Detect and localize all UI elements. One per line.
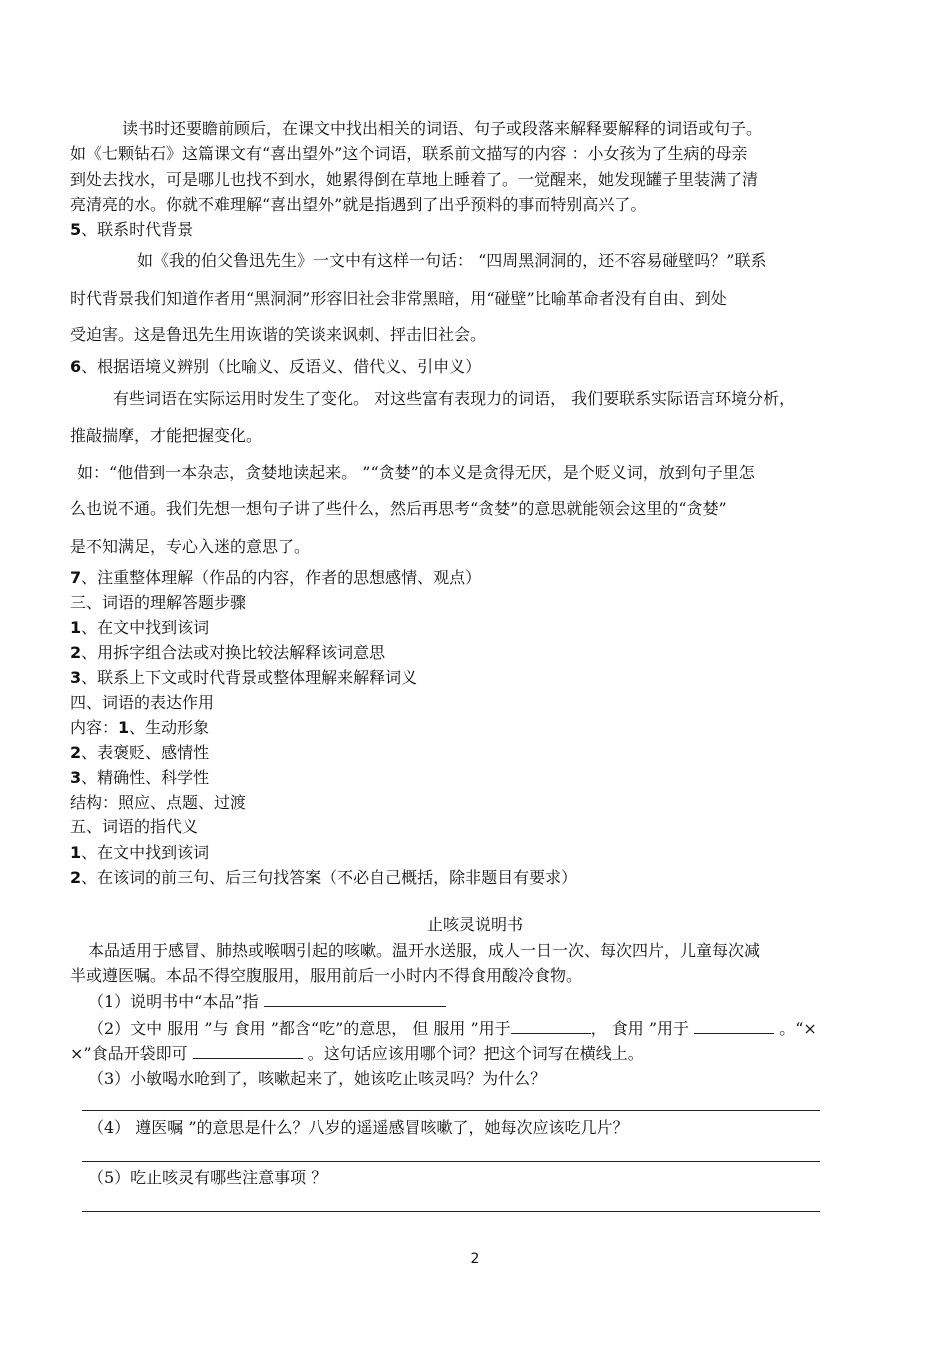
section-heading: 四、词语的表达作用: [70, 693, 215, 712]
answer-line[interactable]: [82, 1110, 820, 1111]
paragraph-line: 么也说不通。我们先想一想句子讲了些什么，然后再思考“贪婪”的意思就能领会这里的“贪婪”: [70, 499, 727, 518]
section-heading-7: 7、注重整体理解（作品的内容，作者的思想感情、观点）: [70, 568, 482, 587]
leaflet-title: 止咳灵说明书: [426, 915, 523, 934]
paragraph-line: 读书时还要瞻前顾后，在课文中找出相关的词语、句子或段落来解释要解释的词语或句子。: [122, 119, 763, 138]
answer-blank[interactable]: [193, 1044, 303, 1059]
paragraph-line: 如：“他借到一本杂志，贪婪地读起来。 ”“贪婪”的本义是贪得无厌，是个贬义词，放到句子里怎: [77, 463, 755, 482]
list-item: 2、表褒贬、感情性: [70, 743, 210, 762]
answer-line[interactable]: [82, 1211, 820, 1212]
list-item: 内容：1、生动形象: [70, 718, 210, 737]
section-heading: 五、词语的指代义: [70, 817, 199, 836]
paragraph-line: 如《七颗钻石》这篇课文有“喜出望外”这个词语，联系前文描写的内容 ：小女孩为了生病的母亲: [70, 144, 748, 163]
list-item: 1、在文中找到该词: [70, 618, 210, 637]
paragraph-line: 如《我的伯父鲁迅先生》一文中有这样一句话： “四周黑洞洞的，还不容易碰壁吗？”联系: [137, 251, 767, 270]
section-heading: 三、词语的理解答题步骤: [70, 593, 247, 612]
answer-blank[interactable]: [511, 1019, 591, 1034]
paragraph-line: 亮清亮的水。你就不难理解“喜出望外”就是指遇到了出乎预料的事而特别高兴了。: [70, 195, 647, 214]
paragraph-line: 到处去找水，可是哪儿也找不到水，她累得倒在草地上睡着了。一觉醒来，她发现罐子里装满了清: [70, 170, 759, 189]
structure-line: 结构：照应、点题、过渡: [70, 793, 247, 812]
question-5: （5）吃止咳灵有哪些注意事项 ？: [88, 1168, 328, 1187]
answer-blank[interactable]: [264, 992, 446, 1007]
question-4: （4） 遵医嘱 ”的意思是什么？八岁的遥遥感冒咳嗽了，她每次应该吃几片？: [88, 1118, 629, 1137]
paragraph-line: 推敲揣摩，才能把握变化。: [70, 426, 263, 445]
paragraph-line: 时代背景我们知道作者用“黑洞洞”形容旧社会非常黑暗，用“碰壁”比喻革命者没有自由、到处: [70, 289, 727, 308]
list-item: 1、在文中找到该词: [70, 843, 210, 862]
paragraph-line: 是不知满足，专心入迷的意思了。: [70, 537, 311, 556]
answer-line[interactable]: [82, 1161, 820, 1162]
question-1: （1）说明书中“本品”指: [88, 991, 446, 1013]
paragraph-line: 半或遵医嘱。本品不得空腹服用，服用前后一小时内不得食用酸冷食物。: [70, 966, 583, 985]
paragraph-line: 受迫害。这是鲁迅先生用诙谐的笑谈来讽刺、抨击旧社会。: [70, 325, 487, 344]
list-item: 2、用拆字组合法或对换比较法解释该词意思: [70, 643, 386, 662]
paragraph-line: 本品适用于感冒、肺热或喉咽引起的咳嗽。温开水送服，成人一日一次、每次四片，儿童每次减: [88, 941, 761, 960]
answer-blank[interactable]: [694, 1019, 774, 1034]
question-2-cont: ×”食品开袋即可 。这句话应该用哪个词？把这个词写在横线上。: [70, 1044, 644, 1063]
section-heading-5: 5、联系时代背景: [70, 220, 194, 239]
list-item: 2、在该词的前三句、后三句找答案（不必自己概括，除非题目有要求）: [70, 868, 578, 887]
list-item: 3、联系上下文或时代背景或整体理解来解释词义: [70, 668, 418, 687]
question-2: （2）文中 服用 ”与 食用 ”都含“吃”的意思， 但 服用 ”用于 ， 食用 ”用于 。“×: [88, 1019, 817, 1038]
page-number: 2: [470, 1251, 480, 1267]
paragraph-line: 有些词语在实际运用时发生了变化。 对这些富有表现力的词语， 我们要联系实际语言环境分析，: [113, 389, 796, 408]
section-heading-6: 6、根据语境义辨别（比喻义、反语义、借代义、引申义）: [70, 357, 482, 376]
question-3: （3）小敏喝水呛到了，咳嗽起来了，她该吃止咳灵吗？为什么？: [88, 1069, 547, 1088]
list-item: 3、精确性、科学性: [70, 768, 210, 787]
